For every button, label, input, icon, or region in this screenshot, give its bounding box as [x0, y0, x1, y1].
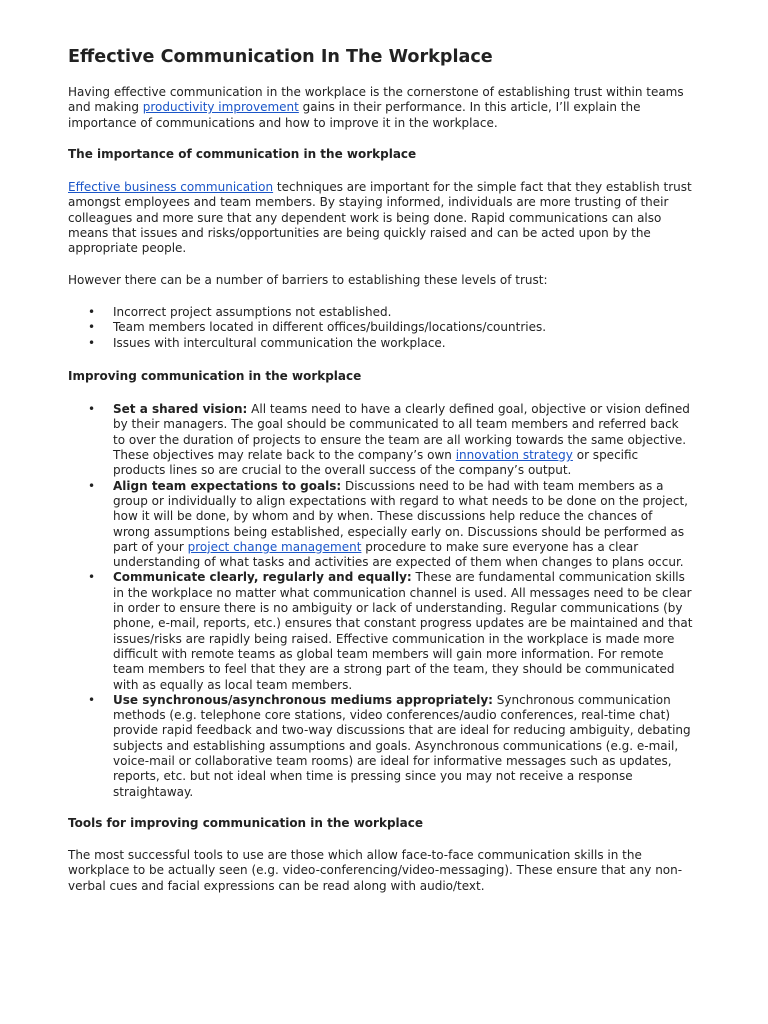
barrier-text: Issues with intercultural communication the workplace. [113, 335, 446, 350]
barriers-list [68, 305, 693, 351]
list-item-text: or specific products lines so are crucial to the overall success of the company’s output. [113, 448, 639, 478]
bullet-icon: • [88, 335, 96, 350]
tools-heading: Tools for improving communication in the workplace [68, 815, 423, 830]
bullet-icon: • [88, 320, 96, 335]
productivity-improvement-link[interactable]: productivity improvement [142, 100, 299, 115]
importance-paragraph [68, 180, 693, 256]
intro-text-after: gains in their performance. In this article, I’ll explain the importance of communications and how to improve it in the workplace. [68, 100, 641, 130]
importance-heading: The importance of communication in the workplace [68, 146, 417, 161]
bullet-icon: • [88, 692, 96, 707]
list-item-text: procedure to make sure everyone has a clear understanding of what tasks and activities are expected of them when changes to plans occur. [113, 539, 684, 570]
list-item-lead: Align team expectations to goals: [113, 478, 342, 493]
bullet-icon: • [88, 402, 96, 417]
intro-text-before: Having effective communication in the workplace is the cornerstone of establishing trust within teams and making [68, 85, 684, 115]
document-page [68, 44, 693, 894]
bullet-icon: • [88, 304, 96, 319]
bullet-icon: • [88, 478, 96, 493]
list-item [68, 336, 693, 351]
barrier-text: Incorrect project assumptions not established. [113, 304, 392, 319]
list-item-lead: Communicate clearly, regularly and equally: [113, 570, 412, 585]
list-item-lead: Use synchronous/asynchronous mediums appropriately: [113, 692, 493, 707]
bullet-icon: • [88, 570, 96, 585]
innovation-strategy-link[interactable]: innovation strategy [455, 448, 573, 463]
list-item-text: All teams need to have a clearly defined goal, objective or vision defined by their managers. The goal should be communicated to all team members and referred back to over the duration of projects to ensure the team are all working towards the same objective. These objectives may relate back to the company’s own [113, 402, 690, 463]
project-change-management-link[interactable]: project change management [187, 539, 362, 554]
effective-business-communication-link[interactable]: Effective business communication [68, 180, 274, 195]
improving-list [68, 402, 693, 800]
list-item-mediums [68, 693, 693, 800]
list-item-shared-vision [68, 402, 693, 478]
barriers-intro: However there can be a number of barriers to establishing these levels of trust: [68, 272, 548, 287]
list-item [68, 305, 693, 320]
list-item-text: Synchronous communication methods (e.g. telephone core stations, video conferences/audio conferences, real-time chat) provide rapid feedback and two-way discussions that are ideal for reducing ambiguity, debating subjects and establishing assumptions and goals. Asynchronous communications (e.g. e-mail, voice-mail or collaborative team rooms) are ideal for informative messages such as updates, reports, etc. but not ideal when time is pressing since you may not receive a response straightaway. [113, 692, 691, 799]
improving-heading: Improving communication in the workplace [68, 368, 362, 383]
page-title: Effective Communication In The Workplace [68, 47, 493, 67]
list-item-text: Discussions need to be had with team members as a group or individually to align expectations with regard to what needs to be done on the project, how it will be done, by whom and by when. These discussions help reduce the chances of wrong assumptions being established, especially early on. Discussions should be performed as part of your [113, 478, 688, 554]
list-item [68, 320, 693, 335]
list-item-align-expectations [68, 479, 693, 571]
list-item-lead: Set a shared vision: [113, 402, 248, 417]
list-item-text: These are fundamental communication skills in the workplace no matter what communication channel is used. All messages need to be clear in order to ensure there is no ambiguity or lack of understanding. Regular communications (by phone, e-mail, reports, etc.) ensures that constant progress updates are be maintained and that issues/risks are rapidly being raised. Effective communication in the workplace is made more difficult with remote teams as global team members will gain more information. For remote team members to feel that they are a strong part of the team, they should be communicated with as equally as local team members. [113, 570, 693, 692]
tools-paragraph: The most successful tools to use are those which allow face-to-face communication skills in the workplace to be actually seen (e.g. video-conferencing/video-messaging). These ensure that any non-verbal cues and facial expressions can be read along with audio/text. [68, 848, 683, 893]
barrier-text: Team members located in different offices/buildings/locations/countries. [113, 320, 547, 335]
intro-paragraph [68, 85, 693, 131]
importance-text: techniques are important for the simple fact that they establish trust amongst employees and team members. By staying informed, individuals are more trusting of their colleagues and more sure that any dependent work is being done. Rapid communications can also means that issues and risks/opportunities are being quickly raised and can be acted upon by the appropriate people. [68, 180, 692, 256]
list-item-communicate-clearly [68, 570, 693, 692]
